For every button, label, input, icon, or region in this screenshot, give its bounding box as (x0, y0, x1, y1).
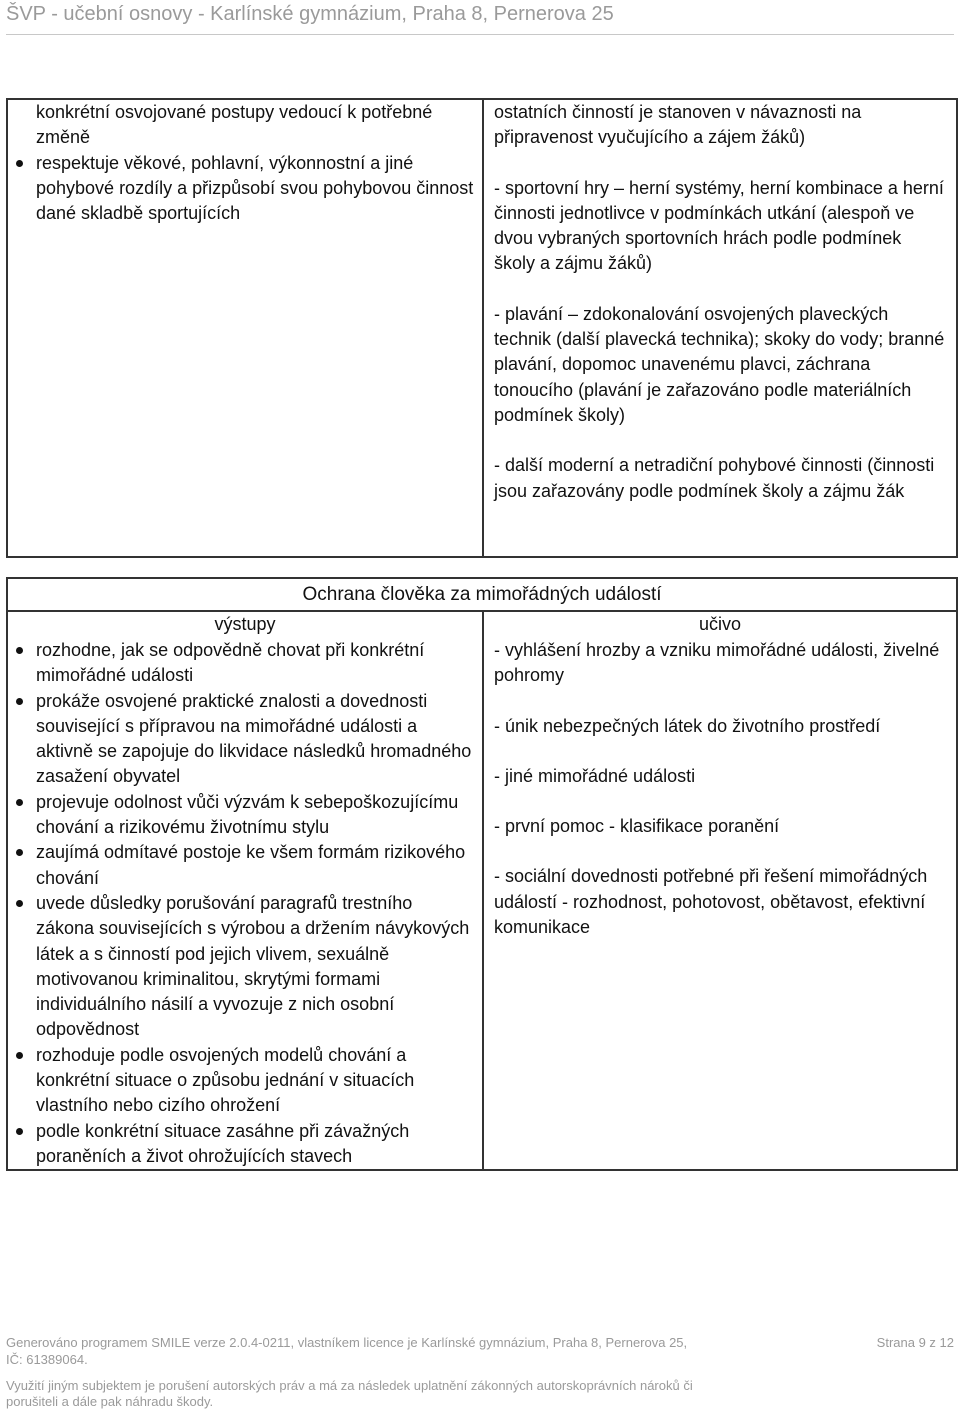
content-paragraph: - sociální dovednosti potřebné při řešení mimořádných událostí - rozhodnost, pohotovost, obětavost, efektivní komunikace (494, 866, 928, 938)
content-paragraph: ostatních činností je stanoven v návaznosti na připravenost vyučujícího a zájem žáků) (494, 102, 862, 148)
content-paragraphs (484, 100, 956, 504)
list-item: podle konkrétní situace zasáhne při závažných poraněních a život ohrožujících stavech (8, 1119, 474, 1170)
curriculum-table-continued (6, 98, 958, 558)
content-paragraph: - plavání – zdokonalování osvojených plaveckých technik (další plavecká technika); skoky do vody; branné plavání, dopomoc unavenému plavci, záchrana tonoucího (plavání je zařazováno podle materiálních podmínek školy) (494, 303, 945, 425)
content-paragraph: - jiné mimořádné události (494, 765, 696, 786)
content-paragraph: - první pomoc - klasifikace poranění (494, 816, 780, 837)
list-item: rozhoduje podle osvojených modelů chování a konkrétní situace o způsobu jednání v situacích vlastního nebo cizího ohrožení (8, 1043, 474, 1119)
column-header-outputs: výstupy (214, 614, 276, 634)
footer-ico-line: IČ: 61389064. (6, 1352, 88, 1367)
content-column (483, 611, 957, 1170)
list-item: uvede důsledky porušování paragrafů trestního zákona souvisejících s výrobou a držením návykových látek a s činností pod jejich vlivem, sexuálně motivovanou kriminalitou, skrytými formami individuálního násilí a vyvozuje z nich osobní odpovědnost (8, 891, 474, 1043)
section-title-cell (7, 578, 957, 611)
footer-generated-line: Generováno programem SMILE verze 2.0.4-0211, vlastníkem licence je Karlínské gymnázium, Praha 8, Pernerova 25, (6, 1335, 688, 1350)
column-header-content: učivo (698, 614, 742, 634)
content-paragraph: - sportovní hry – herní systémy, herní kombinace a herní činnosti jednotlivce v podmínkách utkání (alespoň ve dvou vybraných sportovních hrách podle podmínek školy a zájmu žáků) (494, 177, 944, 274)
outputs-column (7, 611, 483, 1170)
header-divider (6, 34, 954, 35)
outputs-list (8, 100, 482, 226)
page-number: Strana 9 z 12 (876, 1335, 954, 1350)
content-paragraph: - vyhlášení hrozby a vzniku mimořádné události, živelné pohromy (494, 640, 940, 686)
content-cell (483, 99, 957, 557)
content-paragraph: - únik nebezpečných látek do životního prostředí (494, 715, 881, 736)
list-item: zaujímá odmítavé postoje ke všem formám rizikového chování (8, 840, 474, 891)
footer-copyright-line-2: porušiteli a dále pak náhradu škody. (6, 1394, 214, 1409)
footer-copyright-line: Využití jiným subjektem je porušení autorských práv a má za následek uplatnění zákonných autorskoprávních nároků či (6, 1378, 693, 1393)
outputs-cell (7, 99, 483, 557)
section-table (6, 577, 958, 1171)
list-item: prokáže osvojené praktické znalosti a dovednosti související s přípravou na mimořádné události a aktivně se zapojuje do likvidace následků hromadného zasažení obyvatel (8, 689, 474, 790)
section-title: Ochrana člověka za mimořádných událostí (302, 584, 662, 605)
list-item: rozhodne, jak se odpovědně chovat při konkrétní mimořádné události (8, 638, 474, 689)
list-item: respektuje věkové, pohlavní, výkonnostní a jiné pohybové rozdíly a přizpůsobí svou pohybovou činnost dané skladbě sportujících (8, 151, 474, 227)
content-paragraph: - další moderní a netradiční pohybové činnosti (činnosti jsou zařazovány podle podmínek školy a zájmu žák (494, 455, 935, 501)
page-header-title: ŠVP - učební osnovy - Karlínské gymnázium, Praha 8, Pernerova 25 (6, 3, 614, 25)
list-item: projevuje odolnost vůči výzvám k sebepoškozujícímu chování a rizikovému životnímu stylu (8, 790, 474, 841)
outputs-list (8, 638, 474, 1169)
list-item: konkrétní osvojované postupy vedoucí k potřebné změně (36, 102, 433, 148)
